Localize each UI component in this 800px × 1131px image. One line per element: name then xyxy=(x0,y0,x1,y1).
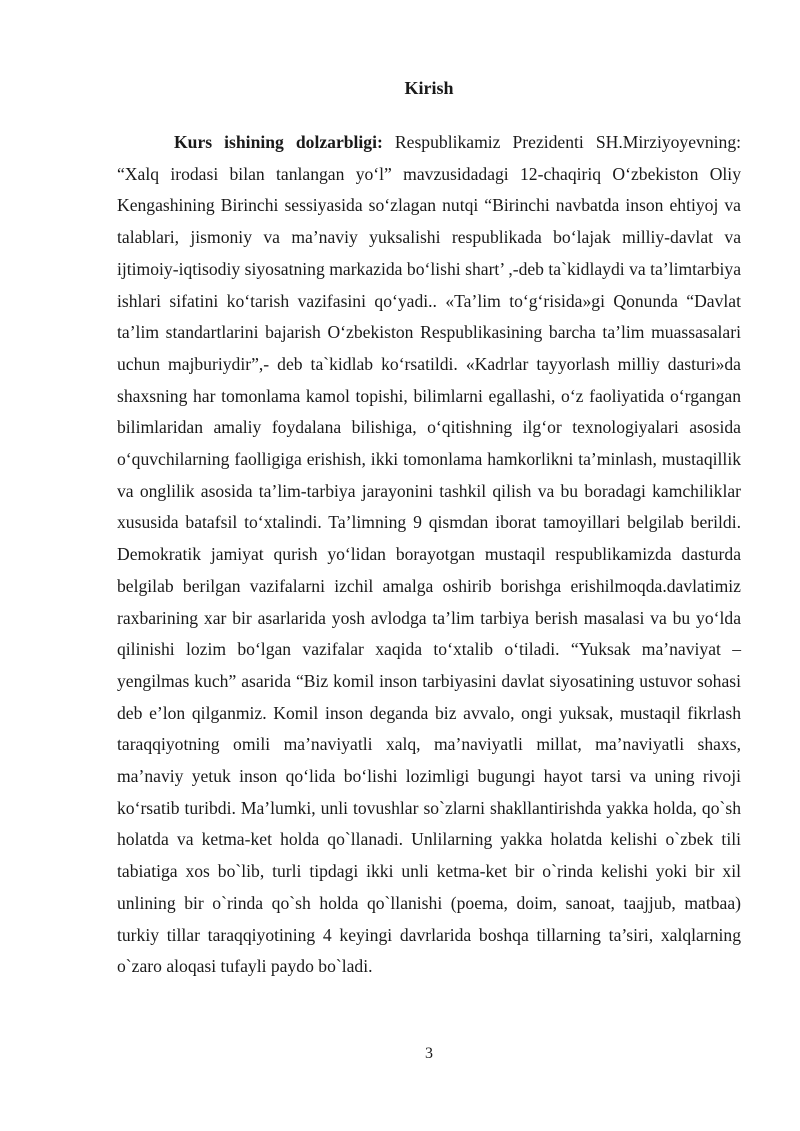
page-number: 3 xyxy=(425,1045,433,1062)
paragraph-lead: Kurs ishining dolzarbligi: xyxy=(174,132,383,152)
section-heading: Kirish xyxy=(404,78,454,98)
body-paragraph xyxy=(117,127,741,983)
paragraph-text: Respublikamiz Prezidenti SH.Mirziyoyevning: “Xalq irodasi bilan tanlangan yo‘l” mavzusidadagi 12-chaqiriq O‘zbekiston Oliy Kengashining Birinchi sessiyasida so‘zlagan nutqi “Birinchi navbatda inson ehtiyoj va talablari, jismoniy va ma’naviy yuksalishi respublikada bo‘lajak milliy-davlat va ijtimoiy-iqtisodiy siyosatning markazida bo‘lishi shart’ ,-deb ta`kidlaydi va ta’limtarbiya ishlari sifatini ko‘tarish vazifasini qo‘yadi.. «Ta’lim to‘g‘risida»gi Qonunda “Davlat ta’lim standartlarini bajarish O‘zbekiston Respublikasining barcha ta’lim muassasalari uchun majburiydir”,- deb ta`kidlab ko‘rsatildi. «Kadrlar tayyorlash milliy dasturi»da shaxsning har tomonlama kamol topishi, bilimlarni egallashi, o‘z faoliyatida o‘rgangan bilimlaridan amaliy foydalana bilishiga, o‘qitishning ilg‘or texnologiyalari asosida o‘quvchilarning faolligiga erishish, ikki tomonlama hamkorlikni ta’minlash, mustaqillik va onglilik asosida ta’lim-tarbiya jarayonini tashkil qilish va bu boradagi kamchiliklar xususida batafsil to‘xtalindi. Ta’limning 9 qismdan iborat tamoyillari belgilab berildi. Demokratik jamiyat qurish yo‘lidan borayotgan mustaqil respublikamizda dasturda belgilab berilgan vazifalarni izchil amalga oshirib borishga erishilmoqda.davlatimiz raxbarining xar bir asarlarida yosh avlodga ta’lim tarbiya berish masalasi va bu yo‘lda qilinishi lozim bo‘lgan vazifalar xaqida to‘xtalib o‘tiladi. “Yuksak ma’naviyat – yengilmas kuch” asarida “Biz komil inson tarbiyasini davlat siyosatining ustuvor sohasi deb e’lon qilganmiz. Komil inson deganda biz avvalo, ongi yuksak, mustaqil fikrlash taraqqiyotning omili ma’naviyatli xalq, ma’naviyatli millat, ma’naviyatli shaxs, ma’naviy yetuk inson qo‘lida bo‘lishi lozimligi bugungi hayot tarsi va uning rivoji ko‘rsatib turibdi. Ma’lumki, unli tovushlar so`zlarni shakllantirishda yakka holda, qo`sh holatda va ketma-ket holda qo`llanadi. Unlilarning yakka holatda kelishi o`zbek tili tabiatiga xos bo`lib, turli tipdagi ikki unli ketma-ket bir o`rinda kelishi yoki bir xil unlining bir o`rinda qo`sh holda qo`llanishi (poema, doim, sanoat, taajjub, matbaa) turkiy tillar taraqqiyotining 4 keyingi davrlarida boshqa tillarning ta’siri, xalqlarning o`zaro aloqasi tufayli paydo bo`ladi. xyxy=(117,132,741,977)
